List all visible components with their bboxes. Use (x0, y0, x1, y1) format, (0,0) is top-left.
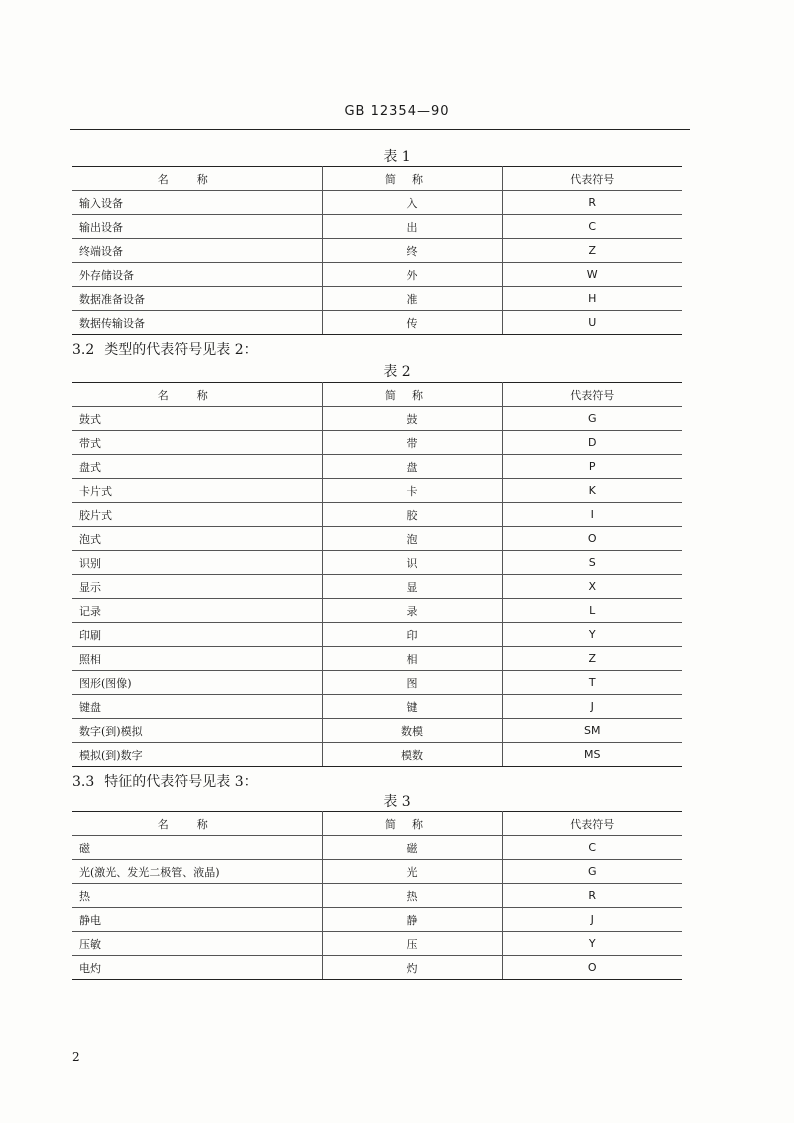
cell-name: 图形(图像) (72, 671, 322, 695)
cell-abbr: 盘 (322, 455, 502, 479)
cell-abbr: 静 (322, 908, 502, 932)
table-row (72, 287, 682, 311)
cell-name: 数据准备设备 (72, 287, 322, 311)
cell-abbr: 出 (322, 215, 502, 239)
cell-name: 数字(到)模拟 (72, 719, 322, 743)
table-row (72, 860, 682, 884)
table-row (72, 551, 682, 575)
cell-name: 静电 (72, 908, 322, 932)
table-row (72, 239, 682, 263)
cell-name: 带式 (72, 431, 322, 455)
cell-symbol: J (502, 908, 682, 932)
table-header-row (72, 383, 682, 407)
cell-name: 识别 (72, 551, 322, 575)
column-header-abbr: 简称 (322, 167, 502, 191)
section-3-3 (72, 771, 258, 791)
cell-name: 数据传输设备 (72, 311, 322, 335)
table-row (72, 191, 682, 215)
cell-abbr: 终 (322, 239, 502, 263)
cell-name: 记录 (72, 599, 322, 623)
column-header-name: 名称 (72, 383, 322, 407)
table-row (72, 884, 682, 908)
table-header-row (72, 167, 682, 191)
cell-name: 光(激光、发光二极管、液晶) (72, 860, 322, 884)
table-row (72, 908, 682, 932)
cell-symbol: D (502, 431, 682, 455)
table-row (72, 932, 682, 956)
section-number: 3.3 (72, 774, 95, 790)
cell-name: 键盘 (72, 695, 322, 719)
cell-symbol: C (502, 215, 682, 239)
section-number: 3.2 (72, 342, 95, 358)
cell-name: 盘式 (72, 455, 322, 479)
cell-symbol: X (502, 575, 682, 599)
cell-abbr: 印 (322, 623, 502, 647)
table-row (72, 647, 682, 671)
table-row (72, 743, 682, 767)
cell-abbr: 模数 (322, 743, 502, 767)
cell-symbol: T (502, 671, 682, 695)
cell-abbr: 图 (322, 671, 502, 695)
cell-abbr: 磁 (322, 836, 502, 860)
table1 (72, 166, 682, 335)
table-row (72, 263, 682, 287)
column-header-abbr: 简称 (322, 812, 502, 836)
cell-name: 照相 (72, 647, 322, 671)
table-row (72, 836, 682, 860)
cell-abbr: 光 (322, 860, 502, 884)
cell-abbr: 识 (322, 551, 502, 575)
cell-abbr: 录 (322, 599, 502, 623)
table-row (72, 215, 682, 239)
cell-symbol: S (502, 551, 682, 575)
section-3-2 (72, 339, 258, 359)
cell-name: 外存储设备 (72, 263, 322, 287)
column-header-name: 名称 (72, 167, 322, 191)
cell-symbol: J (502, 695, 682, 719)
cell-abbr: 显 (322, 575, 502, 599)
cell-name: 卡片式 (72, 479, 322, 503)
section-text: 类型的代表符号见表 2： (104, 342, 258, 358)
cell-name: 鼓式 (72, 407, 322, 431)
table3-caption: 表 3 (383, 794, 411, 810)
cell-symbol: Z (502, 647, 682, 671)
table-row (72, 695, 682, 719)
column-header-abbr: 简称 (322, 383, 502, 407)
section-text: 特征的代表符号见表 3： (104, 774, 258, 790)
table-row (72, 671, 682, 695)
cell-symbol: G (502, 407, 682, 431)
table-row (72, 431, 682, 455)
cell-name: 压敏 (72, 932, 322, 956)
cell-name: 热 (72, 884, 322, 908)
table-row (72, 527, 682, 551)
cell-name: 泡式 (72, 527, 322, 551)
column-header-symbol: 代表符号 (502, 383, 682, 407)
cell-abbr: 入 (322, 191, 502, 215)
table-row (72, 503, 682, 527)
cell-name: 输出设备 (72, 215, 322, 239)
cell-abbr: 灼 (322, 956, 502, 980)
cell-symbol: Y (502, 623, 682, 647)
table2-caption: 表 2 (383, 364, 411, 380)
cell-symbol: G (502, 860, 682, 884)
cell-symbol: W (502, 263, 682, 287)
cell-abbr: 键 (322, 695, 502, 719)
column-header-symbol: 代表符号 (502, 812, 682, 836)
cell-name: 输入设备 (72, 191, 322, 215)
page-number: 2 (72, 1050, 80, 1064)
cell-name: 显示 (72, 575, 322, 599)
table-row (72, 479, 682, 503)
table-row (72, 719, 682, 743)
header-divider (70, 129, 690, 130)
cell-abbr: 准 (322, 287, 502, 311)
cell-abbr: 卡 (322, 479, 502, 503)
table3 (72, 811, 682, 980)
cell-abbr: 传 (322, 311, 502, 335)
column-header-symbol: 代表符号 (502, 167, 682, 191)
cell-abbr: 相 (322, 647, 502, 671)
cell-abbr: 鼓 (322, 407, 502, 431)
cell-name: 印刷 (72, 623, 322, 647)
cell-symbol: P (502, 455, 682, 479)
cell-name: 胶片式 (72, 503, 322, 527)
cell-symbol: I (502, 503, 682, 527)
cell-symbol: L (502, 599, 682, 623)
table-row (72, 956, 682, 980)
cell-symbol: Y (502, 932, 682, 956)
table2 (72, 382, 682, 767)
cell-symbol: H (502, 287, 682, 311)
cell-symbol: MS (502, 743, 682, 767)
table-row (72, 599, 682, 623)
cell-symbol: SM (502, 719, 682, 743)
cell-name: 电灼 (72, 956, 322, 980)
cell-abbr: 热 (322, 884, 502, 908)
cell-abbr: 外 (322, 263, 502, 287)
table1-caption: 表 1 (383, 149, 411, 165)
cell-symbol: U (502, 311, 682, 335)
cell-abbr: 压 (322, 932, 502, 956)
cell-symbol: C (502, 836, 682, 860)
cell-symbol: R (502, 191, 682, 215)
cell-symbol: R (502, 884, 682, 908)
cell-symbol: K (502, 479, 682, 503)
table-row (72, 407, 682, 431)
cell-name: 模拟(到)数字 (72, 743, 322, 767)
table-row (72, 575, 682, 599)
cell-symbol: Z (502, 239, 682, 263)
standard-code-header: GB 12354—90 (344, 104, 450, 119)
table-row (72, 455, 682, 479)
column-header-name: 名称 (72, 812, 322, 836)
cell-name: 终端设备 (72, 239, 322, 263)
cell-abbr: 带 (322, 431, 502, 455)
cell-symbol: O (502, 527, 682, 551)
cell-abbr: 数模 (322, 719, 502, 743)
table-header-row (72, 812, 682, 836)
table-row (72, 311, 682, 335)
table-row (72, 623, 682, 647)
cell-name: 磁 (72, 836, 322, 860)
cell-abbr: 泡 (322, 527, 502, 551)
cell-symbol: O (502, 956, 682, 980)
cell-abbr: 胶 (322, 503, 502, 527)
